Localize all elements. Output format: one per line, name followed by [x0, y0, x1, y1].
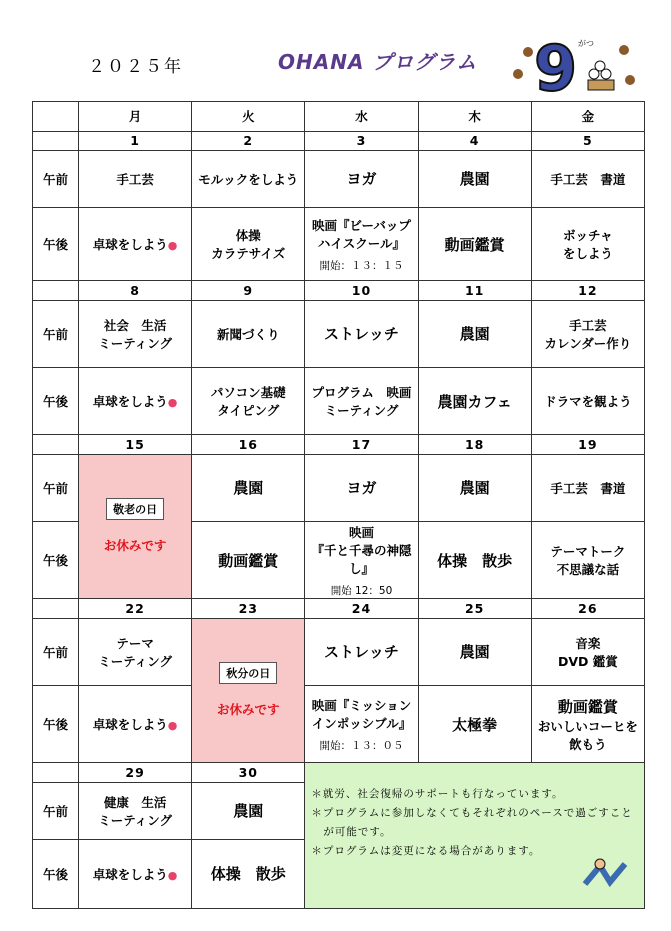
date-cell: 4 — [418, 131, 531, 150]
pm-row — [33, 207, 645, 280]
am-row — [33, 618, 645, 685]
program-cell — [531, 521, 644, 598]
cell-line: 体操 散歩 — [210, 865, 286, 884]
program-cell — [79, 300, 192, 367]
program-cell — [79, 782, 192, 839]
cell-line: プログラム 映画 — [311, 385, 412, 401]
cell-line: DVD 鑑賞 — [557, 653, 618, 669]
program-cell — [305, 454, 418, 521]
period-label-am: 午前 — [33, 150, 79, 207]
date-cell: 24 — [305, 599, 418, 618]
program-cell — [79, 685, 192, 762]
date-cell: 18 — [418, 435, 531, 454]
cell-line: ヨガ — [346, 479, 377, 498]
cell-line: 卓球をしよう● — [92, 237, 178, 253]
weekday-2: 水 — [305, 102, 418, 132]
period-label-pm: 午後 — [33, 207, 79, 280]
date-cell: 15 — [79, 435, 192, 454]
program-cell — [79, 839, 192, 908]
cell-line: 農園 — [233, 479, 264, 498]
corner-cell — [33, 102, 79, 132]
cell-line: ミーティング — [98, 812, 172, 828]
program-cell — [192, 150, 305, 207]
period-label-am: 午前 — [33, 454, 79, 521]
date-cell: 29 — [79, 763, 192, 782]
program-cell — [531, 150, 644, 207]
date-cell: 3 — [305, 131, 418, 150]
cell-line: 新聞づくり — [217, 326, 280, 342]
date-cell: 12 — [531, 281, 644, 300]
period-label-pm: 午後 — [33, 367, 79, 434]
cell-line: 『千と千尋の神隠し』 — [311, 542, 412, 576]
program-cell — [305, 685, 418, 762]
cell-line: 農園 — [459, 479, 490, 498]
note-item: ＊プログラムは変更になる場合があります。 — [311, 845, 541, 858]
cell-line: 飲もう — [569, 736, 607, 752]
program-cell — [192, 839, 305, 908]
cell-line: 卓球をしよう● — [92, 717, 178, 733]
program-cell — [418, 521, 531, 598]
date-cell: 5 — [531, 131, 644, 150]
program-cell — [305, 618, 418, 685]
program-cell — [192, 367, 305, 434]
note-item: ＊プログラムに参加しなくてもそれぞれのペースで過ごすことが可能です。 — [311, 807, 633, 839]
program-cell — [418, 367, 531, 434]
program-cell — [305, 207, 418, 280]
cell-line: 農園 — [459, 643, 490, 662]
date-cell: 17 — [305, 435, 418, 454]
cell-line: 農園 — [459, 325, 490, 344]
program-cell — [305, 367, 418, 434]
weekday-header-row — [33, 102, 645, 132]
cell-line: 動画鑑賞 — [557, 697, 618, 716]
cell-line: ミーティング — [324, 403, 399, 419]
cell-line: 農園カフェ — [437, 392, 512, 411]
september-month-icon — [506, 28, 641, 100]
period-label-am: 午前 — [33, 300, 79, 367]
cell-line: 農園 — [459, 170, 490, 189]
cell-line: ミーティング — [98, 335, 172, 351]
cell-line: 手工芸 書道 — [550, 171, 626, 187]
weekday-3: 木 — [418, 102, 531, 132]
pm-row — [33, 367, 645, 434]
program-calendar — [32, 101, 645, 909]
cell-line: モルックをしよう — [198, 171, 299, 187]
holiday-sign: 秋分の日 — [219, 662, 277, 684]
program-cell — [192, 300, 305, 367]
cell-line: 卓球をしよう● — [92, 866, 178, 882]
holiday-notice: お休みです — [217, 702, 280, 718]
cell-line: 社会 生活 — [103, 317, 167, 333]
note-item: ＊就労、社会復帰のサポートも行なっています。 — [311, 788, 564, 801]
cell-line: 体操 散歩 — [437, 551, 513, 570]
cell-line: カレンダー作り — [544, 335, 632, 351]
date-corner — [33, 435, 79, 454]
date-cell: 22 — [79, 599, 192, 618]
date-corner — [33, 763, 79, 782]
date-cell: 25 — [418, 599, 531, 618]
program-cell — [79, 150, 192, 207]
cell-line: 動画鑑賞 — [218, 551, 279, 570]
cell-line: テーマトーク — [550, 544, 626, 559]
program-cell — [305, 300, 418, 367]
start-time: 開始：１３：０５ — [319, 739, 404, 752]
date-corner — [33, 281, 79, 300]
am-row — [33, 150, 645, 207]
cell-line: 動画鑑賞 — [444, 235, 505, 254]
program-cell — [531, 454, 644, 521]
cell-line: 農園 — [233, 802, 264, 821]
program-cell — [418, 454, 531, 521]
program-cell — [79, 207, 192, 280]
cell-line: 卓球をしよう● — [92, 394, 178, 410]
date-corner — [33, 131, 79, 150]
program-cell — [79, 618, 192, 685]
program-cell — [192, 521, 305, 598]
start-time: 開始：１３：１５ — [319, 259, 404, 272]
program-title: OHANA プログラム — [278, 50, 478, 74]
program-cell — [531, 685, 644, 762]
date-cell: 11 — [418, 281, 531, 300]
program-cell — [305, 521, 418, 598]
cell-line: 手工芸 — [569, 317, 607, 333]
date-cell: 16 — [192, 435, 305, 454]
date-cell: 9 — [192, 281, 305, 300]
cell-line: ミーティング — [98, 653, 172, 669]
cell-line: パソコン基礎 — [210, 385, 286, 401]
period-label-pm: 午後 — [33, 521, 79, 598]
period-label-pm: 午後 — [33, 839, 79, 908]
holiday-sign: 敬老の日 — [106, 498, 164, 520]
weekday-0: 月 — [79, 102, 192, 132]
cell-line: ハイスクール』 — [317, 235, 406, 251]
date-row — [33, 763, 645, 782]
period-label-pm: 午後 — [33, 685, 79, 762]
program-cell — [531, 618, 644, 685]
date-cell: 23 — [192, 599, 305, 618]
date-row — [33, 131, 645, 150]
program-cell — [418, 300, 531, 367]
program-cell — [305, 150, 418, 207]
date-cell: 19 — [531, 435, 644, 454]
program-cell — [418, 150, 531, 207]
cell-line: カラテサイズ — [211, 246, 286, 262]
period-label-am: 午前 — [33, 782, 79, 839]
date-corner — [33, 599, 79, 618]
cell-line: インポッシブル』 — [311, 715, 412, 731]
program-cell — [192, 782, 305, 839]
date-row — [33, 281, 645, 300]
notes-list — [311, 785, 644, 861]
cell-line: 太極拳 — [452, 715, 498, 734]
cell-line: 体操 — [235, 228, 261, 244]
cell-line: ヨガ — [346, 170, 377, 189]
ping-pong-icon: ● — [167, 396, 178, 410]
weekday-4: 金 — [531, 102, 644, 132]
start-time: 開始 12：50 — [330, 584, 393, 597]
month-number: 9 — [534, 32, 578, 100]
program-cell — [418, 618, 531, 685]
cell-line: ドラマを観よう — [544, 394, 632, 410]
cell-line: 手工芸 — [116, 171, 154, 187]
date-cell: 8 — [79, 281, 192, 300]
ping-pong-icon: ● — [167, 719, 178, 733]
date-cell: 1 — [79, 131, 192, 150]
date-row — [33, 435, 645, 454]
program-cell — [192, 207, 305, 280]
am-row — [33, 300, 645, 367]
cell-line: 健康 生活 — [103, 794, 167, 810]
cell-line: ストレッチ — [324, 643, 399, 662]
holiday-cell — [192, 618, 305, 763]
am-row — [33, 454, 645, 521]
cell-line: 映画『ミッション — [311, 697, 412, 713]
cell-line: 映画『ビーバップ — [312, 217, 411, 233]
ping-pong-icon: ● — [167, 239, 178, 253]
program-cell — [531, 207, 644, 280]
ping-pong-icon: ● — [167, 868, 178, 882]
program-cell — [418, 685, 531, 762]
date-cell: 2 — [192, 131, 305, 150]
cell-line: 音楽 — [575, 635, 601, 651]
program-cell — [531, 367, 644, 434]
holiday-notice: お休みです — [103, 538, 167, 554]
period-label-am: 午前 — [33, 618, 79, 685]
stretching-person-icon — [580, 854, 630, 894]
date-row — [33, 599, 645, 618]
program-cell — [192, 454, 305, 521]
holiday-cell — [79, 454, 192, 599]
date-cell: 26 — [531, 599, 644, 618]
cell-line: 不思議な話 — [556, 562, 620, 577]
cell-line: おいしいコーヒを — [537, 718, 638, 734]
notes-box — [305, 763, 645, 909]
year-label: ２０２５年 — [88, 57, 183, 77]
program-cell — [531, 300, 644, 367]
date-cell: 30 — [192, 763, 305, 782]
cell-line: タイピング — [217, 403, 280, 419]
cell-line: テーマ — [116, 635, 154, 651]
cell-line: 映画 — [348, 524, 374, 540]
program-cell — [418, 207, 531, 280]
cell-line: 手工芸 書道 — [550, 480, 626, 496]
date-cell: 10 — [305, 281, 418, 300]
cell-line: をしよう — [562, 246, 613, 262]
program-cell — [79, 367, 192, 434]
cell-line: ボッチャ — [563, 228, 613, 244]
pm-row — [33, 685, 645, 762]
cell-line: ストレッチ — [324, 325, 399, 344]
weekday-1: 火 — [192, 102, 305, 132]
month-suffix: がつ — [578, 39, 594, 48]
